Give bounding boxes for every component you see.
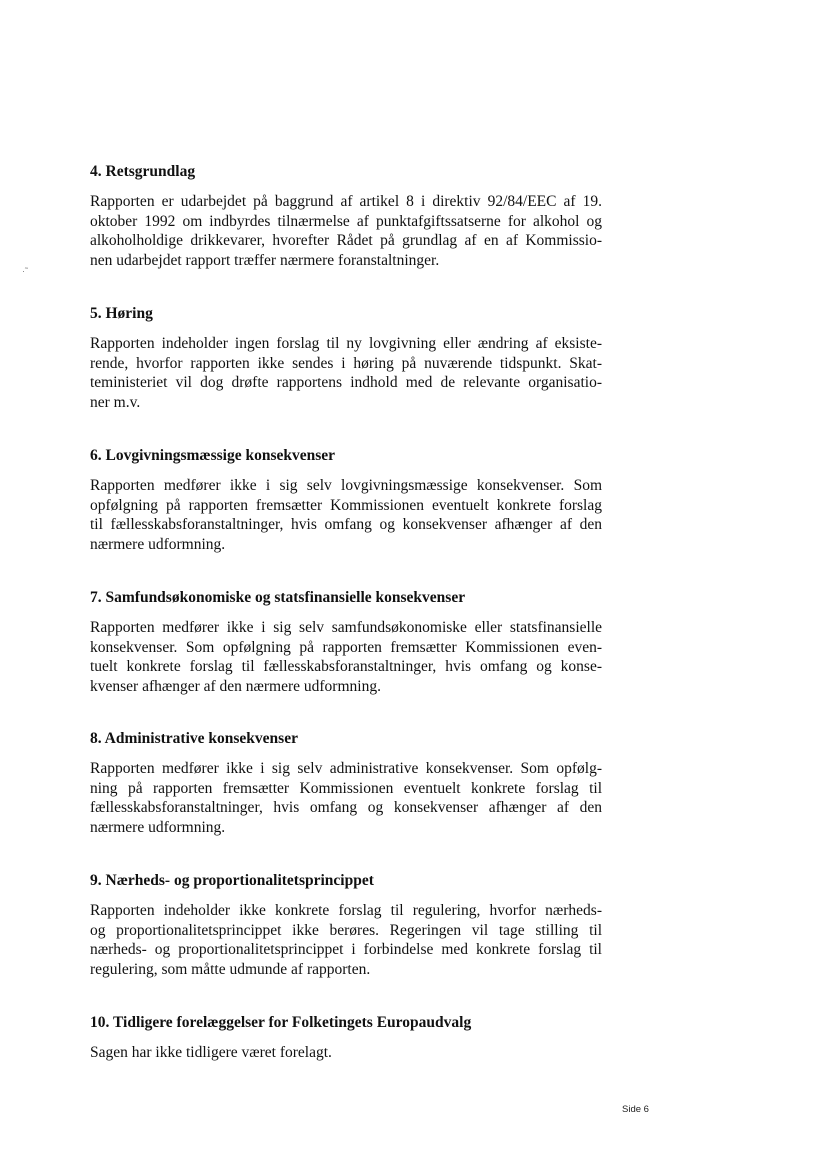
section-samfundsoekonomiske-konsekvenser: [90, 588, 602, 696]
paragraph-line: opfølgning på rapporten fremsætter Kommissionen eventuelt konkrete forslag: [90, 496, 602, 514]
paragraph-line: alkoholholdige drikkevarer, hvorefter Rådet på grundlag af en af Kommissio-: [90, 232, 602, 249]
margin-mark: ·˜: [22, 266, 28, 276]
paragraph-line: nærmere udformning.: [90, 535, 226, 553]
paragraph-line: Sagen har ikke tidligere været forelagt.: [90, 1044, 332, 1061]
paragraph-line: til fællesskabsforanstaltninger, hvis omfang og konsekvenser afhænger af den: [90, 516, 602, 533]
paragraph-line: oktober 1992 om indbyrdes tilnærmelse af punktafgiftssatserne for alkohol og: [90, 212, 602, 230]
paragraph-line: Rapporten indeholder ikke konkrete forslag til regulering, hvorfor nærheds-: [90, 902, 602, 919]
paragraph-line: og proportionalitetsprincippet ikke berøres. Regeringen vil tage stilling til: [90, 921, 602, 939]
section-paragraph: [90, 1043, 602, 1063]
paragraph-line: Rapporten medfører ikke i sig selv samfundsøkonomiske eller statsfinansielle: [90, 619, 602, 636]
section-hoering: [90, 304, 602, 412]
section-paragraph: [90, 334, 602, 412]
paragraph-line: konsekvenser. Som opfølgning på rapporten fremsætter Kommissionen even-: [90, 638, 602, 656]
paragraph-line: nærmere udformning.: [90, 818, 226, 836]
paragraph-line: Rapporten medfører ikke i sig selv administrative konsekvenser. Som opfølg-: [90, 760, 602, 777]
section-paragraph: [90, 476, 602, 554]
section-paragraph: [90, 192, 602, 270]
page-number: Side 6: [622, 1104, 649, 1115]
section-tidligere-forelaeggelser: [90, 1013, 602, 1063]
paragraph-line: Rapporten er udarbejdet på baggrund af artikel 8 i direktiv 92/84/EEC af 19.: [90, 193, 602, 210]
paragraph-line: tuelt konkrete forslag til fællesskabsforanstaltninger, hvis omfang og konse-: [90, 658, 602, 675]
paragraph-line: ner m.v.: [90, 393, 141, 411]
section-heading: 5. Høring: [90, 305, 153, 322]
section-naerheds-og-proportionalitetsprincippet: [90, 871, 602, 979]
paragraph-line: fællesskabsforanstaltninger, hvis omfang og konsekvenser afhænger af den: [90, 799, 602, 816]
paragraph-line: Rapporten indeholder ingen forslag til ny lovgivning eller ændring af eksiste-: [90, 335, 602, 352]
section-heading: 10. Tidligere forelæggelser for Folketingets Europaudvalg: [90, 1014, 472, 1031]
section-paragraph: [90, 759, 602, 837]
paragraph-line: nærheds- og proportionalitetsprincippet i forbindelse med konkrete forslag til: [90, 941, 602, 958]
section-retsgrundlag: [90, 162, 602, 270]
paragraph-line: nen udarbejdet rapport træffer nærmere foranstaltninger.: [90, 251, 440, 269]
paragraph-line: regulering, som måtte udmunde af rapporten.: [90, 960, 371, 978]
paragraph-line: teministeriet vil dog drøfte rapportens indhold med de relevante organisatio-: [90, 374, 602, 391]
section-paragraph: [90, 901, 602, 979]
paragraph-line: kvenser afhænger af den nærmere udformning.: [90, 677, 381, 695]
paragraph-line: rende, hvorfor rapporten ikke sendes i høring på nuværende tidspunkt. Skat-: [90, 354, 602, 372]
paragraph-line: Rapporten medfører ikke i sig selv lovgivningsmæssige konsekvenser. Som: [90, 477, 602, 494]
section-lovgivningsmaessige-konsekvenser: [90, 446, 602, 554]
section-heading: 4. Retsgrundlag: [90, 163, 196, 180]
section-heading: 7. Samfundsøkonomiske og statsfinansielle konsekvenser: [90, 589, 466, 606]
section-paragraph: [90, 618, 602, 696]
section-heading: 9. Nærheds- og proportionalitetsprincippet: [90, 872, 374, 889]
section-administrative-konsekvenser: [90, 729, 602, 837]
section-heading: 6. Lovgivningsmæssige konsekvenser: [90, 447, 336, 464]
section-heading: 8. Administrative konsekvenser: [90, 730, 298, 747]
paragraph-line: ning på rapporten fremsætter Kommissionen eventuelt konkrete forslag til: [90, 779, 602, 797]
